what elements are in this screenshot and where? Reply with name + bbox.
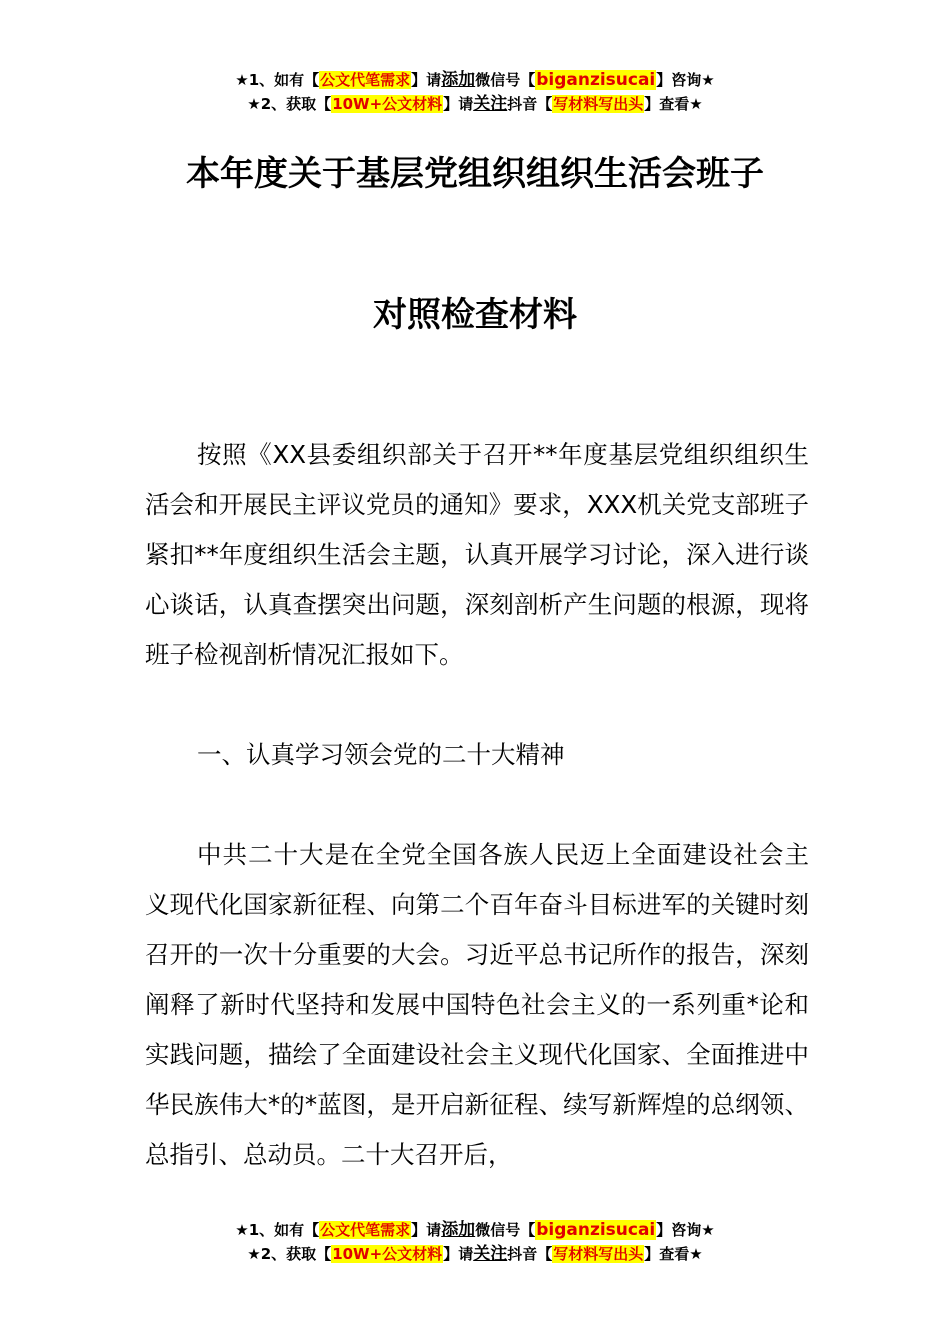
document-title-line-2: 对照检查材料 — [373, 295, 577, 335]
underlined-text: 关注 — [473, 94, 508, 114]
underlined-text: 添加 — [441, 70, 476, 90]
paragraph-intro: 按照《XX县委组织部关于召开**年度基层党组织组织生活会和开展民主评议党员的通知》要求，XXX机关党支部班子紧扣**年度组织生活会主题，认真开展学习讨论，深入进行谈心谈话，认真查摆突出问题，深刻剖析产生问题的根源，现将班子检视剖析情况汇报如下。 — [145, 440, 809, 669]
banner-text: 】请 — [411, 71, 442, 89]
banner-line-2 — [0, 92, 950, 116]
banner-line-1 — [0, 1218, 950, 1242]
banner-text: 微信号【 — [475, 71, 536, 89]
banner-text: 】咨询★ — [656, 1221, 715, 1239]
banner-text: 】请 — [443, 1245, 474, 1263]
banner-text: 】查看★ — [644, 1245, 703, 1263]
banner-text: ★1、如有【 — [235, 71, 320, 89]
banner-text: 】咨询★ — [656, 71, 715, 89]
highlight-wechat-id: biganzisucai — [536, 1220, 656, 1240]
underlined-text: 添加 — [441, 1220, 476, 1240]
highlight-materials: 10W+公文材料 — [332, 1245, 443, 1263]
banner-line-2 — [0, 1242, 950, 1266]
banner-text: 抖音【 — [507, 95, 553, 113]
highlight-service: 公文代笔需求 — [320, 71, 411, 89]
highlight-douyin: 写材料写出头 — [553, 95, 644, 113]
highlight-service: 公文代笔需求 — [320, 1221, 411, 1239]
footer-banner — [0, 1218, 950, 1266]
highlight-materials: 10W+公文材料 — [332, 95, 443, 113]
section-heading-1: 一、认真学习领会党的二十大精神 — [197, 740, 565, 769]
banner-text: 】查看★ — [644, 95, 703, 113]
document-title-line-1: 本年度关于基层党组织组织生活会班子 — [186, 154, 764, 194]
highlight-wechat-id: biganzisucai — [536, 70, 656, 90]
header-banner — [0, 68, 950, 116]
banner-text: ★2、获取【 — [247, 1245, 332, 1263]
highlight-douyin: 写材料写出头 — [553, 1245, 644, 1263]
paragraph-section-1: 中共二十大是在全党全国各族人民迈上全面建设社会主义现代化国家新征程、向第二个百年奋斗目标进军的关键时刻召开的一次十分重要的大会。习近平总书记所作的报告，深刻阐释了新时代坚持和发展中国特色社会主义的一系列重*论和实践问题，描绘了全面建设社会主义现代化国家、全面推进中华民族伟大*的*蓝图，是开启新征程、续写新辉煌的总纲领、总指引、总动员。二十大召开后， — [145, 840, 809, 1169]
banner-text: 微信号【 — [475, 1221, 536, 1239]
banner-text: ★1、如有【 — [235, 1221, 320, 1239]
banner-text: 抖音【 — [507, 1245, 553, 1263]
banner-text: ★2、获取【 — [247, 95, 332, 113]
banner-line-1 — [0, 68, 950, 92]
banner-text: 】请 — [443, 95, 474, 113]
underlined-text: 关注 — [473, 1244, 508, 1264]
banner-text: 】请 — [411, 1221, 442, 1239]
